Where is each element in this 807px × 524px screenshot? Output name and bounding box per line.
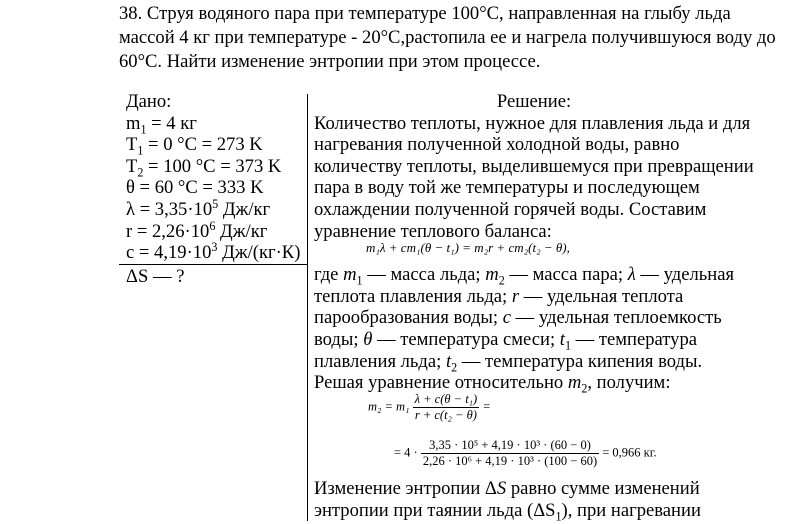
given-r: $r = 2,26\cdot 10^6$ Дж/кг (126, 218, 268, 242)
given-m1: $m_1 = 4$ кг (126, 112, 197, 137)
given-t2: $T_2 = 100$ °C = 373 K (126, 155, 282, 180)
given-block (126, 91, 306, 264)
solution-paragraph-3: Решая уравнение относительно $m_2$, получим: (314, 372, 671, 396)
given-c: $c = 4,19\cdot 10^3$ Дж/(кг·К) (126, 239, 301, 264)
given-t1: $T_1 = 0$ °C = 273 K (126, 134, 263, 158)
given-title: Дано: (126, 91, 172, 112)
table-vertical-divider (307, 94, 308, 521)
given-theta: θ = 60 °C = 333 K (126, 177, 264, 199)
solution-paragraph-4: Изменение энтропии ΔS равно сумме изменений энтропии при таянии льда $(\Delta S_1)$, при нагревании (314, 478, 701, 524)
mass-calculation: = 4 · $\frac{\text{3,35 · 10⁵ + 4,19 · 10³ · (60 − 0)}}{\text{2,26 · 10⁶ + 4,19 · 10³ · (100 − 60)}}$ = 0,966 кг. (394, 438, 657, 468)
solution-paragraph-1: Количество теплоты, нужное для плавления льда и для нагревания полученной холодной воды, равно количеству теплоты, выделившемуся при превращении пара в воду той же температуры и последующем охлаждении полученной горячей воды. Составим уравнение теплового баланса: (314, 112, 754, 242)
heat-balance-equation: m₁λ + cm₁(θ − t₁) = m₂r + cm₂(t₂ − θ), (366, 240, 570, 255)
problem-text: Струя водяного пара при температуре 100°С, направленная на глыбу льда массой 4 кг при температуре - 20°С,растопила ее и нагрела получившуюся воду до 60°С. Найти изменение энтропии при этом процессе. (119, 3, 776, 72)
table-horizontal-divider (119, 264, 307, 265)
solution-paragraph-2: где $m_1$ — масса льда; $m_2$ — масса пара; λ — удельная теплота плавления льда; r — удельная теплота парообразования воды; c — удельная теплоемкость воды; θ — температура смеси; $t_1$ — температура плавления льда; $t_2$ — температура кипения воды. (314, 264, 735, 375)
find-quantity: ΔS — ? (126, 266, 185, 287)
solution-title: Решение: (496, 91, 572, 112)
problem-statement (119, 2, 779, 74)
given-lambda: $\lambda = 3,35\cdot 10^5$ Дж/кг (126, 196, 271, 220)
mass-formula: m₂ = m₁ $\frac{\text{λ + c(θ − t₁)}}{\text{r + c(t₂ − θ)}}$ = (368, 392, 491, 422)
problem-number: 38. (119, 3, 143, 24)
